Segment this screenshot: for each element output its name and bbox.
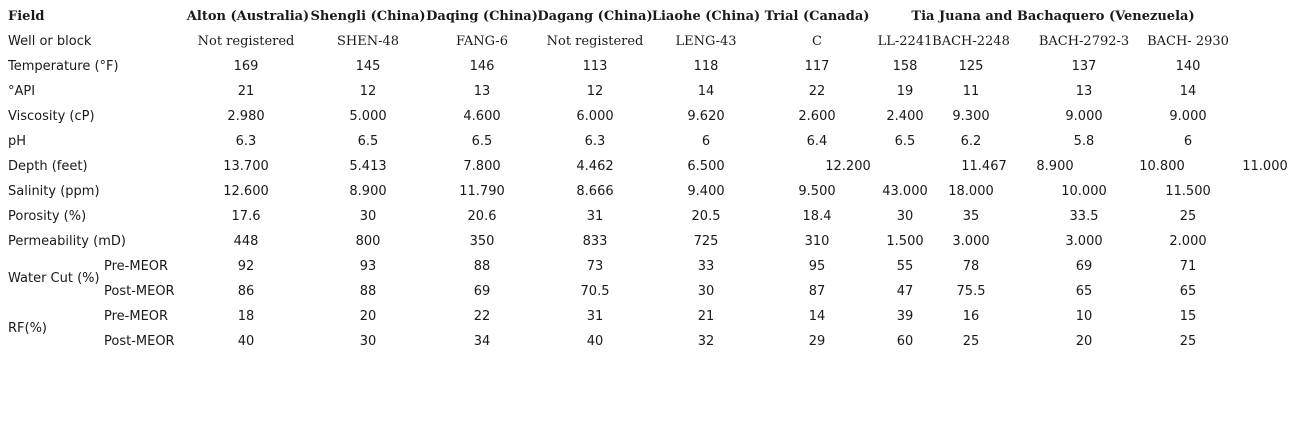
table-cell: 5.000 — [349, 109, 387, 124]
table-cell: 118 — [693, 59, 719, 74]
table-cell: 20 — [1075, 334, 1093, 349]
table-cell: 833 — [582, 234, 608, 249]
table-cell: 20 — [359, 309, 377, 324]
subrow-label: Pre-MEOR — [104, 309, 169, 324]
table-cell: 71 — [1179, 259, 1197, 274]
table-cell: 146 — [469, 59, 495, 74]
table-cell: 43.000 — [882, 184, 928, 199]
table-cell: 6.5 — [894, 134, 916, 149]
table-cell: 18.000 — [948, 184, 994, 199]
table-cell: 88 — [473, 259, 491, 274]
table-cell: 6.3 — [235, 134, 257, 149]
table-cell: 137 — [1071, 59, 1097, 74]
table-cell: 25 — [962, 334, 980, 349]
table-cell: Not registered — [546, 34, 644, 49]
table-cell: 25 — [1179, 334, 1197, 349]
row-label: pH — [8, 134, 27, 149]
row-label: Depth (feet) — [8, 159, 88, 174]
table-cell: 34 — [473, 334, 491, 349]
table-cell: Not registered — [197, 34, 295, 49]
table-cell: 88 — [359, 284, 377, 299]
table-cell: 5.8 — [1073, 134, 1095, 149]
row-label: Porosity (%) — [8, 209, 87, 224]
table-cell: 32 — [697, 334, 715, 349]
table-cell: BACH- 2930 — [1147, 34, 1229, 49]
table-cell: 75.5 — [956, 284, 986, 299]
table-cell: 12 — [359, 84, 377, 99]
table-cell: 86 — [237, 284, 255, 299]
table-cell: 2.600 — [798, 109, 836, 124]
table-cell: 9.300 — [952, 109, 990, 124]
table-cell: 65 — [1075, 284, 1093, 299]
table-cell: 70.5 — [580, 284, 610, 299]
table-cell: 6.000 — [576, 109, 614, 124]
table-cell: 55 — [896, 259, 914, 274]
table-cell: 3.000 — [952, 234, 990, 249]
table-cell: 13 — [473, 84, 491, 99]
table-cell: 35 — [962, 209, 980, 224]
table-cell: 30 — [359, 209, 377, 224]
table-cell: 12 — [586, 84, 604, 99]
table-cell: 29 — [808, 334, 826, 349]
table-cell: 113 — [582, 59, 608, 74]
subrow-label: Post-MEOR — [104, 284, 175, 299]
table-cell: 800 — [355, 234, 381, 249]
table-cell: 8.900 — [349, 184, 387, 199]
table-cell: 30 — [896, 209, 914, 224]
table-cell: LL-2241 — [877, 34, 933, 49]
column-header: Shengli (China) — [310, 9, 426, 24]
table-cell: 40 — [586, 334, 604, 349]
row-label: Salinity (ppm) — [8, 184, 100, 199]
table-cell: 6 — [1183, 134, 1193, 149]
table-cell: 145 — [355, 59, 381, 74]
row-label: Permeability (mD) — [8, 234, 126, 249]
table-cell: 117 — [804, 59, 830, 74]
table-cell: 73 — [586, 259, 604, 274]
table-cell: 448 — [233, 234, 259, 249]
table-cell: 22 — [808, 84, 826, 99]
table-cell: 16 — [962, 309, 980, 324]
column-header: Trial (Canada) — [764, 9, 870, 24]
table-cell: 11.500 — [1165, 184, 1211, 199]
table-cell: 4.600 — [463, 109, 501, 124]
table-cell: 69 — [473, 284, 491, 299]
table-cell: 39 — [896, 309, 914, 324]
table-cell: 6.500 — [687, 159, 725, 174]
table-cell: 350 — [469, 234, 495, 249]
table-cell: 158 — [892, 59, 918, 74]
column-header: Tia Juana and Bachaquero (Venezuela) — [911, 9, 1195, 24]
table-cell: 9.500 — [798, 184, 836, 199]
table-cell: 11 — [962, 84, 980, 99]
table-cell: 87 — [808, 284, 826, 299]
table-cell: FANG-6 — [456, 34, 508, 49]
table-cell: 125 — [958, 59, 984, 74]
table-cell: 17.6 — [231, 209, 261, 224]
table-cell: 14 — [697, 84, 715, 99]
table-cell: C — [812, 34, 822, 49]
table-cell: 78 — [962, 259, 980, 274]
table-cell: 92 — [237, 259, 255, 274]
table-cell: 19 — [896, 84, 914, 99]
table-cell: 6.2 — [960, 134, 982, 149]
row-label: Viscosity (cP) — [8, 109, 95, 124]
table-cell: 60 — [896, 334, 914, 349]
table-cell: 2.000 — [1169, 234, 1207, 249]
table-cell: 14 — [1179, 84, 1197, 99]
table-cell: 4.462 — [576, 159, 614, 174]
table-cell: 10 — [1075, 309, 1093, 324]
table-cell: 33.5 — [1069, 209, 1099, 224]
table-cell: 6.5 — [357, 134, 379, 149]
table-cell: 40 — [237, 334, 255, 349]
table-cell: 30 — [697, 284, 715, 299]
table-cell: BACH-2792-3 — [1038, 34, 1130, 49]
table-cell: 12.600 — [223, 184, 269, 199]
table-cell: 6 — [701, 134, 711, 149]
row-label: °API — [8, 84, 36, 99]
row-label: Temperature (°F) — [8, 59, 119, 74]
table-cell: 5.413 — [349, 159, 387, 174]
table-cell: 8.666 — [576, 184, 614, 199]
table-cell: 11.467 — [961, 159, 1007, 174]
subrow-label: Pre-MEOR — [104, 259, 169, 274]
table-cell: 21 — [237, 84, 255, 99]
table-cell: 13 — [1075, 84, 1093, 99]
table-cell: 18.4 — [802, 209, 832, 224]
group-label: RF(%) — [8, 321, 48, 336]
table-cell: 11.790 — [459, 184, 505, 199]
table-cell: 10.000 — [1061, 184, 1107, 199]
table-cell: 9.000 — [1169, 109, 1207, 124]
table-cell: BACH-2248 — [932, 34, 1010, 49]
table-cell: 10.800 — [1139, 159, 1185, 174]
table-cell: 7.800 — [463, 159, 501, 174]
table-cell: 18 — [237, 309, 255, 324]
table-cell: 22 — [473, 309, 491, 324]
table-cell: 14 — [808, 309, 826, 324]
table-cell: 140 — [1175, 59, 1201, 74]
table-cell: SHEN-48 — [336, 34, 400, 49]
table-cell: 1.500 — [886, 234, 924, 249]
table-cell: 2.400 — [886, 109, 924, 124]
table-cell: 20.5 — [691, 209, 721, 224]
column-header: Liaohe (China) — [651, 9, 761, 24]
table-cell: 47 — [896, 284, 914, 299]
header-field: Field — [8, 9, 45, 24]
table-cell: 31 — [586, 309, 604, 324]
table-cell: 20.6 — [467, 209, 497, 224]
column-header: Daqing (China) — [426, 9, 538, 24]
table-cell: 310 — [804, 234, 830, 249]
table-cell: 2.980 — [227, 109, 265, 124]
table-cell: 31 — [586, 209, 604, 224]
table-cell: 6.5 — [471, 134, 493, 149]
table-cell: 15 — [1179, 309, 1197, 324]
table-cell: 33 — [697, 259, 715, 274]
table-cell: 9.000 — [1065, 109, 1103, 124]
group-label: Water Cut (%) — [8, 271, 100, 286]
table-cell: 65 — [1179, 284, 1197, 299]
table-cell: 13.700 — [223, 159, 269, 174]
column-header: Dagang (China) — [537, 9, 653, 24]
table-cell: 25 — [1179, 209, 1197, 224]
column-header: Alton (Australia) — [186, 9, 310, 24]
table-cell: 9.620 — [687, 109, 725, 124]
table-cell: 12.200 — [825, 159, 871, 174]
table-cell: 8.900 — [1036, 159, 1074, 174]
table-cell: 169 — [233, 59, 259, 74]
table-cell: 21 — [697, 309, 715, 324]
table-cell: 30 — [359, 334, 377, 349]
table-cell: LENG-43 — [675, 34, 737, 49]
table-cell: 3.000 — [1065, 234, 1103, 249]
row-label: Well or block — [8, 34, 92, 49]
table-cell: 69 — [1075, 259, 1093, 274]
table-cell: 6.4 — [806, 134, 828, 149]
table-cell: 11.000 — [1242, 159, 1288, 174]
table-cell: 9.400 — [687, 184, 725, 199]
table-cell: 95 — [808, 259, 826, 274]
subrow-label: Post-MEOR — [104, 334, 175, 349]
table-cell: 725 — [693, 234, 719, 249]
table-cell: 6.3 — [584, 134, 606, 149]
table-cell: 93 — [359, 259, 377, 274]
